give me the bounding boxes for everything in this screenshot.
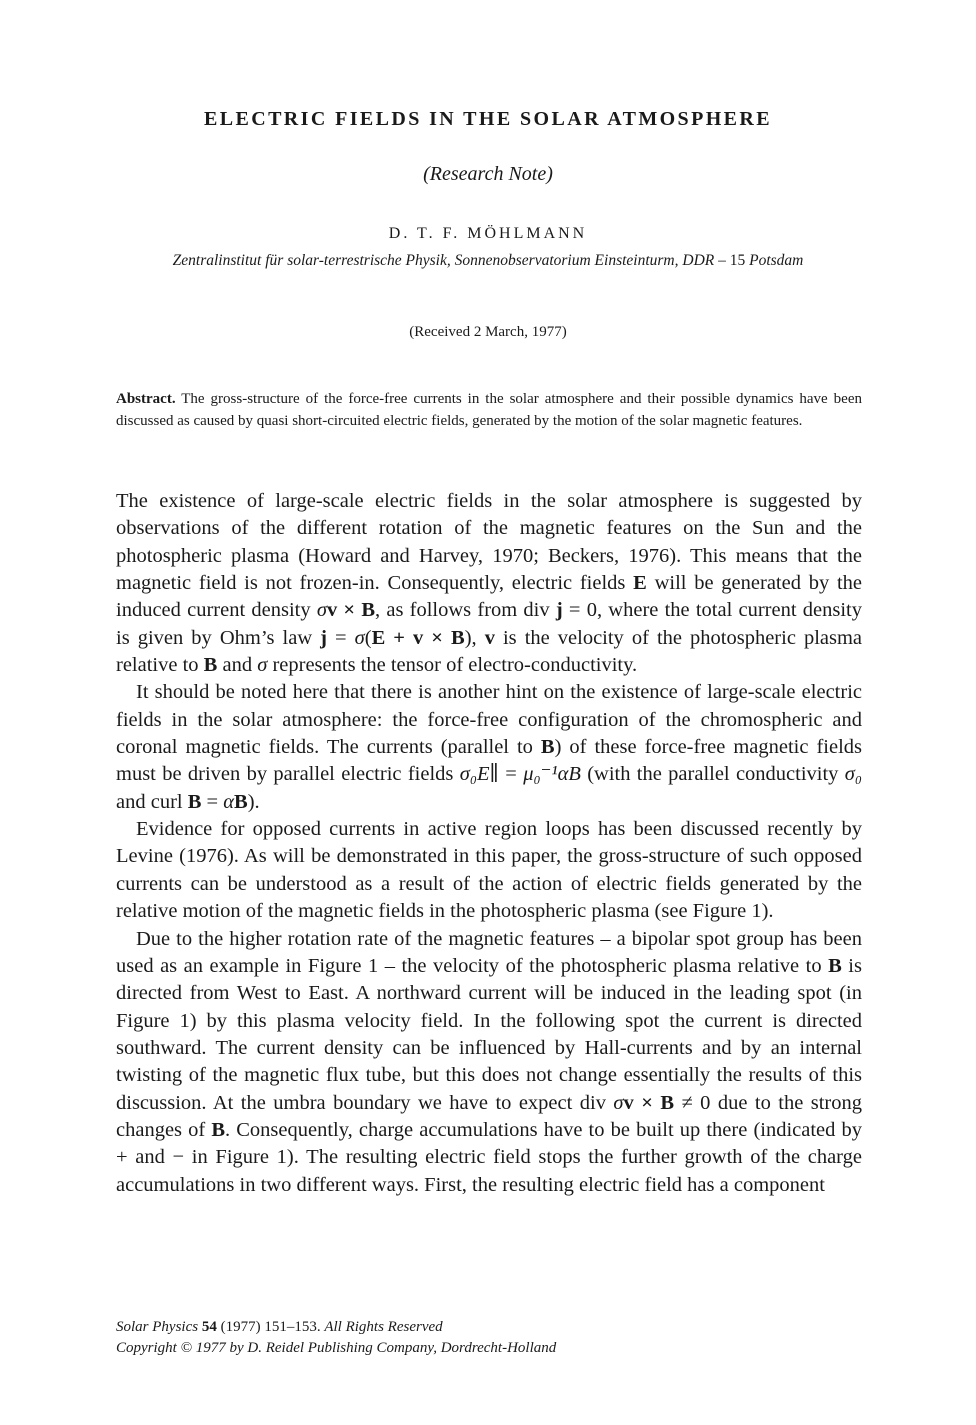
p4-text-a: Due to the higher rotation rate of the magnetic features – a bipolar spot group has been used as an example in Figure 1 – the velocity of the photospheric plasma relative to <box>116 927 862 977</box>
p1-text-j: represents the tensor of electro-conductivity. <box>267 654 638 677</box>
p2-text-f: = <box>201 790 224 813</box>
p4-symbol-sigma: σ <box>613 1091 624 1114</box>
received-date: (Received 2 March, 1977) <box>409 324 567 340</box>
paragraph-3: Evidence for opposed currents in active region loops has been discussed recently by Levine (1976). As will be demonstrated in this paper, the gross-structure of such opposed currents can be understood as a result of the action of electric fields generated by the relative motion of the magnetic fields in the photospheric plasma (see Figure 1). <box>116 818 862 923</box>
p1-text-d: = 0, where the total current density is given by Ohm’s law <box>116 599 862 649</box>
author-affiliation <box>0 252 976 270</box>
p4-text-c: ≠ 0 due to the strong changes of <box>116 1091 863 1141</box>
p2-symbol-alpha: α <box>223 790 234 813</box>
p1-text-c: , as follows from div <box>375 599 556 622</box>
p1-symbol-sigma2: σ <box>354 626 365 649</box>
p4-symbol-B: B <box>828 954 842 977</box>
p1-symbol-j: j <box>555 599 563 622</box>
p1-text-i: and <box>217 654 258 677</box>
journal-citation <box>116 1317 862 1338</box>
paper-title: ELECTRIC FIELDS IN THE SOLAR ATMOSPHERE <box>204 108 772 130</box>
p4-symbol-B2: B <box>211 1118 226 1141</box>
p2-symbol-sigma0: σ₀ <box>844 763 863 786</box>
p1-text-h: is the velocity of the photospheric plasma relative to <box>116 626 863 677</box>
affiliation-number: 15 <box>729 252 746 269</box>
p4-text-b: is directed from West to East. A northward current will be induced in the leading spot (in Figure 1) by this plasma velocity field. In the following spot the current is directed southward. The current density can be influenced by Hall-currents and by an internal twisting of the magnetic flux tube, but this does not change essentially the results of this discussion. At the umbra boundary we have to expect div <box>116 954 862 1114</box>
journal-year-pages: (1977) 151–153. <box>216 1319 325 1335</box>
paragraph-1 <box>116 488 862 679</box>
body-text <box>116 488 862 1199</box>
abstract <box>116 388 862 432</box>
p1-symbol-sigma3: σ <box>257 654 268 677</box>
journal-rights: All Rights Reserved <box>324 1319 443 1335</box>
p2-symbol-mu: μ₀⁻¹αB <box>523 763 581 786</box>
p1-text-a: The existence of large-scale electric fields in the solar atmosphere is suggested by observations of the different rotation of the magnetic features on the Sun and the photospheric plasma (Howard and Harvey, 1970; Beckers, 1976). This means that the magnetic field is not frozen-in. Consequently, electric fields <box>116 490 862 595</box>
abstract-label: Abstract. <box>116 391 176 407</box>
affiliation-main: Zentralinstitut für solar-terrestrische Physik, Sonnenobservatorium Einsteinturm, DDR – <box>172 252 730 269</box>
paper-subtitle: (Research Note) <box>423 163 553 185</box>
page-footer <box>116 1317 862 1359</box>
p4-text-d: . Consequently, charge accumulations have to be built up there (indicated by + and − in Figure 1). The resulting electric field stops the further growth of the charge accumulations in two different ways. First, the resulting electric field has a component <box>116 1118 863 1196</box>
p1-symbol-B: B <box>203 654 218 677</box>
p2-symbol-B: B <box>540 736 555 759</box>
p2-text-e: and curl <box>116 790 188 813</box>
p2-symbol-B3: B <box>234 790 248 813</box>
p2-symbol-B2: B <box>187 790 202 813</box>
paragraph-2 <box>116 679 862 816</box>
affiliation-city: Potsdam <box>745 252 804 269</box>
p2-symbol-sigma0E: σ₀E∥ <box>459 763 499 786</box>
p1-text-e: = <box>327 626 355 649</box>
p2-text-g: ). <box>247 790 260 813</box>
abstract-text: The gross-structure of the force-free currents in the solar atmosphere and their possible dynamics have been discussed as caused by quasi short-circuited electric fields, generated by the motion of the solar magnetic features. <box>116 391 862 429</box>
journal-volume: 54 <box>201 1319 217 1335</box>
p1-text-g: ), <box>464 626 485 649</box>
p2-text-b: ) of these force-free magnetic fields must be driven by parallel electric fields <box>116 736 863 786</box>
p1-symbol-E: E <box>633 572 647 595</box>
p1-text-b: will be generated by the induced current density <box>116 572 862 622</box>
p1-symbol-sigma: σ <box>316 599 327 622</box>
p2-text-c: = <box>498 763 524 786</box>
paragraph-4 <box>116 926 862 1199</box>
p1-symbol-v: v <box>484 626 495 649</box>
p1-symbol-EvB: E + v × B <box>371 626 465 649</box>
p2-text-a: It should be noted here that there is another hint on the existence of large-scale electric fields in the solar atmosphere: the force-free configuration of the chromospheric and coronal magnetic fields. The currents (parallel to <box>116 681 862 759</box>
journal-name: Solar Physics <box>116 1319 202 1335</box>
p4-symbol-vxB: v × B <box>623 1091 675 1114</box>
p1-text-f: ( <box>364 626 372 649</box>
author-name: D. T. F. MÖHLMANN <box>388 225 588 242</box>
p2-text-d: (with the parallel conductivity <box>580 763 845 786</box>
p1-symbol-vxB: v × B <box>326 599 375 622</box>
copyright-line: Copyright © 1977 by D. Reidel Publishing Company, Dordrecht-Holland <box>116 1340 557 1356</box>
p1-symbol-j2: j <box>320 626 327 649</box>
